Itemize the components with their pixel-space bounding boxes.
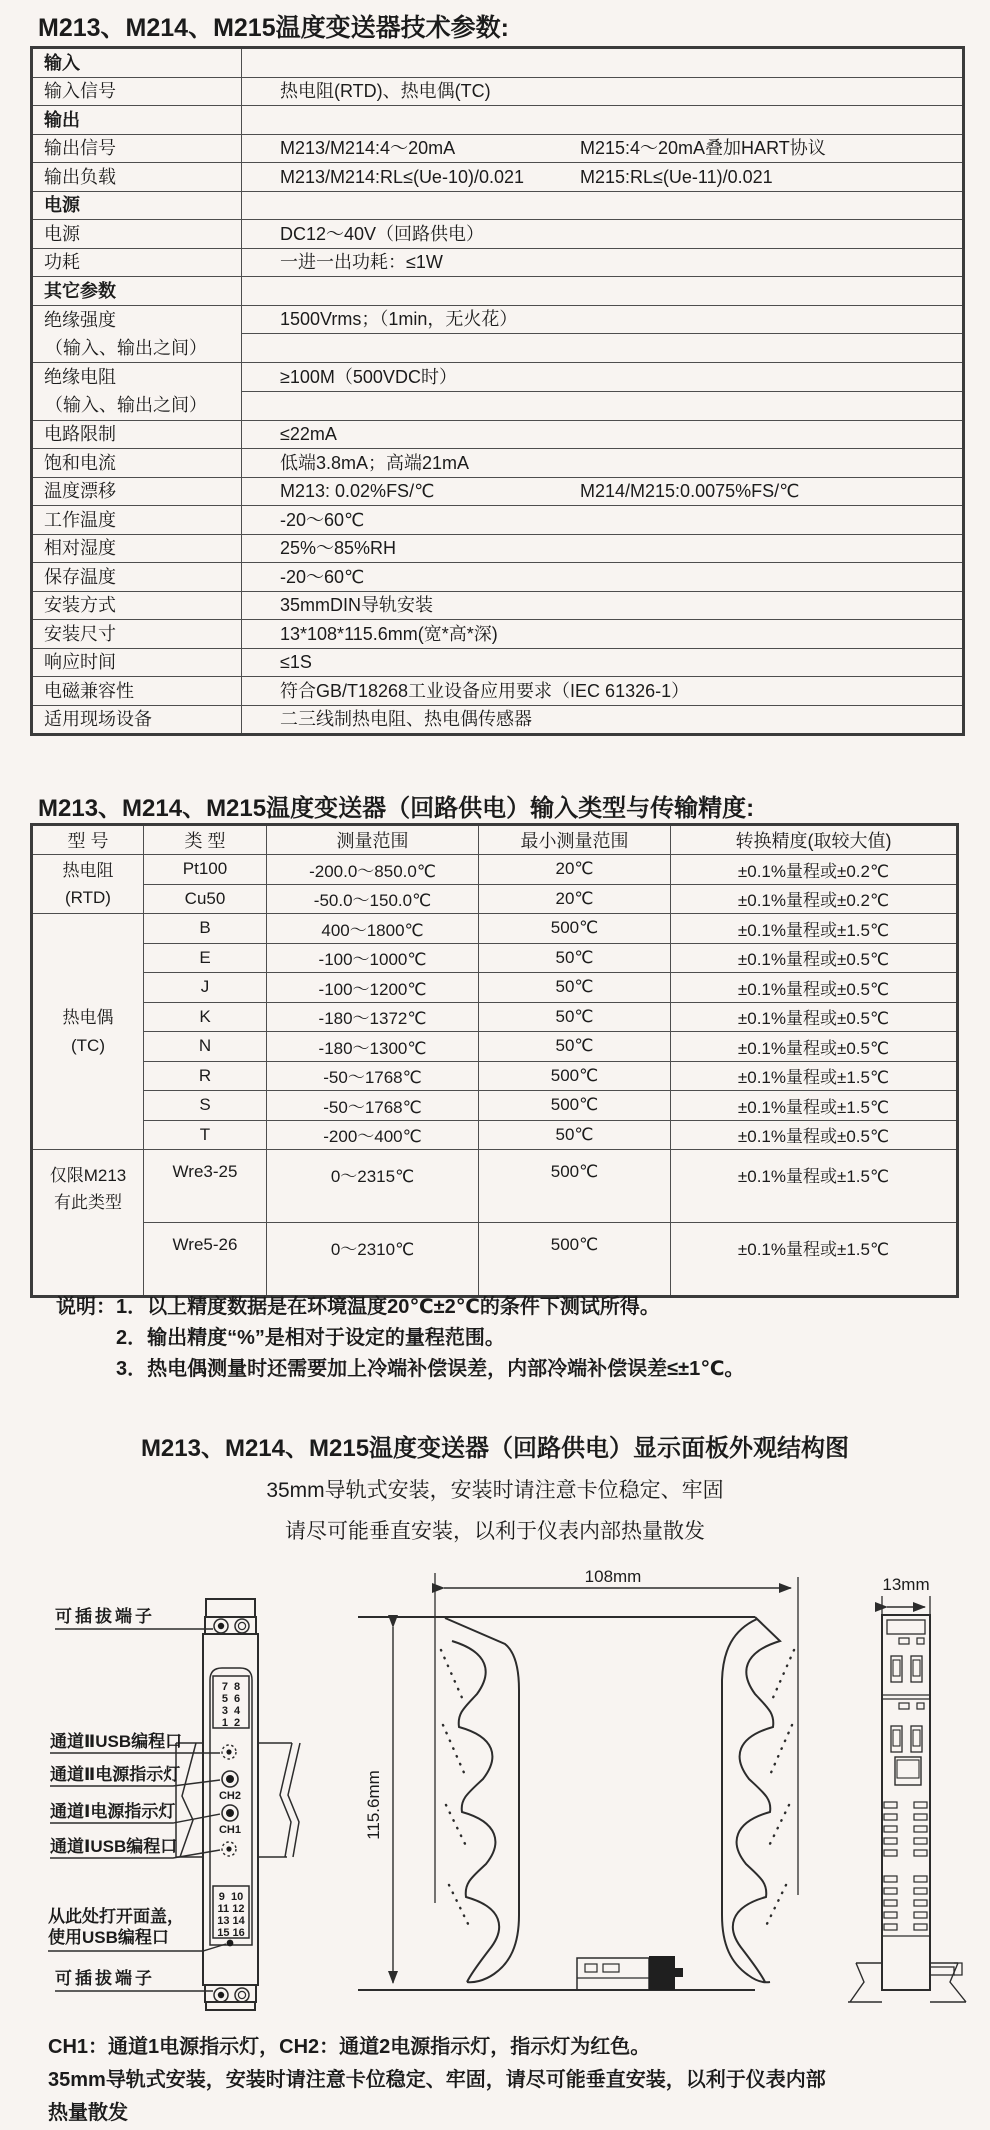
table-row	[32, 677, 964, 706]
table-row	[32, 914, 958, 944]
table-row	[32, 420, 964, 449]
spec-value-cell	[242, 334, 964, 363]
transmitter-end-view	[848, 1575, 966, 2002]
callout-ch2-usb-port: 通道ⅡUSB编程口	[50, 1732, 183, 1751]
spec-value-cell	[242, 106, 964, 135]
table-row	[32, 477, 964, 506]
terminal-numbers: 1 2	[221, 1717, 241, 1729]
model-cell: 仅限M213 有此类型	[32, 1150, 144, 1297]
note-line: 2．输出精度“%”是相对于设定的量程范围。	[116, 1327, 505, 1349]
note-line: 3．热电偶测量时还需要加上冷端补偿误差，内部冷端补偿误差≤±1℃。	[116, 1358, 745, 1380]
io-cell: ±0.1%量程或±1.5℃	[671, 1150, 958, 1223]
io-cell: -200.0～850.0℃	[267, 855, 479, 885]
io-cell: 20℃	[479, 884, 671, 914]
height-dimension-label: 115.6mm	[364, 1770, 383, 1840]
spec-value-cell: -20～60℃	[242, 506, 964, 535]
mounting-note-line1: 35mm导轨式安装，安装时请注意卡位稳定、牢固	[266, 1479, 724, 1502]
spec-value-cell: DC12～40V（回路供电）	[242, 220, 964, 249]
mounting-note-line2: 请尽可能垂直安装，以利于仪表内部热量散发	[285, 1520, 705, 1543]
callout-labels	[48, 1606, 226, 1991]
io-cell: -50～1768℃	[267, 1091, 479, 1121]
spec-value-cell: -20～60℃	[242, 563, 964, 592]
callout-pluggable-terminal-bottom: 可插拔端子	[55, 1969, 155, 1988]
spec-value-cell: 35mmDIN导轨安装	[242, 591, 964, 620]
spec-label-cell: 工作温度	[32, 506, 242, 535]
spec-label-cell: 输入信号	[32, 77, 242, 106]
table-row	[32, 363, 964, 392]
spec-value-cell: 13*108*115.6mm(宽*高*深)	[242, 620, 964, 649]
table-row	[32, 1120, 958, 1150]
io-cell: -100～1200℃	[267, 973, 479, 1003]
spec-value-cell	[242, 391, 964, 420]
terminal-numbers: 3 4	[221, 1705, 241, 1717]
io-cell: ±0.1%量程或±0.2℃	[671, 884, 958, 914]
spec-value-cell: M213/M214:RL≤(Ue-10)/0.021 M215:RL≤(Ue-11)/0.021	[242, 163, 964, 192]
vent-dots	[764, 1650, 794, 1930]
led-ch2-label: CH2	[218, 1790, 242, 1802]
table-row	[32, 563, 964, 592]
spec-value-cell	[242, 48, 964, 78]
table-row	[32, 48, 964, 78]
depth-dimension-label: 13mm	[882, 1575, 930, 1594]
table-row	[32, 305, 964, 334]
page-title: M213、M214、M215温度变送器技术参数:	[38, 14, 509, 42]
spec-label-cell: 输出	[32, 106, 242, 135]
table-row	[32, 163, 964, 192]
io-cell: Pt100	[144, 855, 267, 885]
rail-clip-side-view	[577, 1956, 683, 1990]
table-row	[32, 884, 958, 914]
io-cell: 500℃	[479, 914, 671, 944]
callout-pluggable-terminal-top: 可插拔端子	[55, 1607, 155, 1626]
spec-label-cell: 响应时间	[32, 648, 242, 677]
width-dimension-label: 108mm	[584, 1567, 642, 1586]
io-cell: ±0.1%量程或±0.5℃	[671, 973, 958, 1003]
spec-label-cell: 电路限制	[32, 420, 242, 449]
table-row	[32, 973, 958, 1003]
spec-label-cell: 安装尺寸	[32, 620, 242, 649]
terminal-screw	[235, 1988, 249, 2002]
table-row	[32, 191, 964, 220]
spec-label-cell: 安装方式	[32, 591, 242, 620]
spec-value-cell: M213/M214:4～20mA M215:4～20mA叠加HART协议	[242, 134, 964, 163]
io-cell: ±0.1%量程或±0.5℃	[671, 1120, 958, 1150]
io-cell: -50.0～150.0℃	[267, 884, 479, 914]
io-cell: 0～2315℃	[267, 1150, 479, 1223]
table-row	[32, 648, 964, 677]
io-cell: 50℃	[479, 1120, 671, 1150]
terminal-numbers: 9 10	[218, 1891, 244, 1903]
spec-label-cell: 电磁兼容性	[32, 677, 242, 706]
callout-open-cover-line1: 从此处打开面盖，	[48, 1907, 184, 1926]
callout-ch1-usb-port: 通道ⅠUSB编程口	[50, 1837, 178, 1856]
io-cell: Cu50	[144, 884, 267, 914]
column-header: 测量范围	[267, 825, 479, 855]
table-row	[32, 1223, 958, 1297]
io-cell: 500℃	[479, 1150, 671, 1223]
column-header: 转换精度(取较大值)	[671, 825, 958, 855]
notes-block	[56, 1292, 744, 1385]
vent-slots	[884, 1802, 927, 1930]
io-cell: T	[144, 1120, 267, 1150]
callout-ch1-power-led: 通道Ⅰ电源指示灯	[50, 1802, 176, 1821]
io-table-body	[32, 855, 958, 1297]
io-cell: -200～400℃	[267, 1120, 479, 1150]
spec-value-cell: 25%～85%RH	[242, 534, 964, 563]
io-cell: N	[144, 1032, 267, 1062]
column-header: 最小测量范围	[479, 825, 671, 855]
spec-table	[30, 46, 965, 736]
io-cell: ±0.1%量程或±0.5℃	[671, 1032, 958, 1062]
io-cell: ±0.1%量程或±1.5℃	[671, 914, 958, 944]
io-cell: K	[144, 1002, 267, 1032]
io-cell: -180～1372℃	[267, 1002, 479, 1032]
spec-value-cell	[242, 191, 964, 220]
table-row	[32, 1150, 958, 1223]
spec-label-cell: 输出负载	[32, 163, 242, 192]
io-cell: 0～2310℃	[267, 1223, 479, 1297]
table-row	[32, 705, 964, 735]
io-cell: Wre5-26	[144, 1223, 267, 1297]
io-cell: 20℃	[479, 855, 671, 885]
spec-value-cell: ≥100M（500VDC时）	[242, 363, 964, 392]
terminal-numbers: 13 14	[217, 1915, 245, 1927]
table-row	[32, 506, 964, 535]
table-row	[32, 77, 964, 106]
io-cell: 500℃	[479, 1223, 671, 1297]
spec-table-body	[32, 48, 964, 735]
table-row	[32, 1002, 958, 1032]
io-cell: ±0.1%量程或±0.5℃	[671, 943, 958, 973]
table-row	[32, 534, 964, 563]
spec-label-cell: 相对湿度	[32, 534, 242, 563]
spec-label-cell: 输入	[32, 48, 242, 78]
terminal-numbers: 15 16	[217, 1927, 245, 1939]
model-cell: 热电阻 (RTD)	[32, 855, 144, 914]
spec-value-cell: ≤1S	[242, 648, 964, 677]
terminal-screw	[235, 1619, 249, 1633]
io-section-title: M213、M214、M215温度变送器（回路供电）输入类型与传输精度:	[38, 795, 755, 822]
spec-value-cell	[242, 277, 964, 306]
spec-value-cell: 符合GB/T18268工业设备应用要求（IEC 61326-1）	[242, 677, 964, 706]
spec-value-cell: 二三线制热电阻、热电偶传感器	[242, 705, 964, 735]
io-cell: 500℃	[479, 1091, 671, 1121]
spec-label-cell: 其它参数	[32, 277, 242, 306]
spec-value-cell: 热电阻(RTD)、热电偶(TC)	[242, 77, 964, 106]
spec-label-cell: 保存温度	[32, 563, 242, 592]
io-cell: R	[144, 1061, 267, 1091]
spec-label-cell: 电源	[32, 191, 242, 220]
model-cell: 热电偶 (TC)	[32, 914, 144, 1150]
io-cell: E	[144, 943, 267, 973]
column-header: 类 型	[144, 825, 267, 855]
spec-value-cell: 1500Vrms；（1min，无火花）	[242, 305, 964, 334]
outline-section-title: M213、M214、M215温度变送器（回路供电）显示面板外观结构图	[140, 1435, 850, 1462]
spec-value-cell: 一进一出功耗：≤1W	[242, 248, 964, 277]
spec-label-cell: 输出信号	[32, 134, 242, 163]
io-table-header-row	[32, 825, 958, 855]
io-cell: 50℃	[479, 1032, 671, 1062]
io-cell: ±0.1%量程或±0.5℃	[671, 1002, 958, 1032]
io-cell: 400～1800℃	[267, 914, 479, 944]
rail-cross-section	[848, 1963, 966, 2002]
io-cell: -100～1000℃	[267, 943, 479, 973]
spec-label-cell: 饱和电流	[32, 449, 242, 478]
terminal-numbers: 11 12	[217, 1903, 245, 1915]
spec-label-cell: 功耗	[32, 248, 242, 277]
led-ch1-label: CH1	[218, 1824, 242, 1836]
table-row	[32, 248, 964, 277]
table-row	[32, 855, 958, 885]
callout-ch2-power-led: 通道Ⅱ电源指示灯	[50, 1765, 181, 1784]
io-cell: 50℃	[479, 973, 671, 1003]
spec-value-cell: ≤22mA	[242, 420, 964, 449]
io-cell: -180～1300℃	[267, 1032, 479, 1062]
terminal-numbers: 7 8	[221, 1681, 241, 1693]
io-table	[30, 823, 959, 1298]
table-row	[32, 620, 964, 649]
table-row	[32, 277, 964, 306]
spec-label-cell: 绝缘强度 （输入、输出之间）	[32, 305, 242, 363]
spec-label-cell: 适用现场设备	[32, 705, 242, 735]
table-row	[32, 449, 964, 478]
table-row	[32, 591, 964, 620]
table-row	[32, 106, 964, 135]
table-row	[32, 1091, 958, 1121]
table-row	[32, 1032, 958, 1062]
io-cell: ±0.1%量程或±0.2℃	[671, 855, 958, 885]
footer-notes	[48, 2031, 826, 2130]
io-cell: -50～1768℃	[267, 1061, 479, 1091]
io-cell: S	[144, 1091, 267, 1121]
io-cell: J	[144, 973, 267, 1003]
spec-label-cell: 电源	[32, 220, 242, 249]
table-row	[32, 134, 964, 163]
io-cell: 50℃	[479, 943, 671, 973]
io-cell: ±0.1%量程或±1.5℃	[671, 1061, 958, 1091]
table-row	[32, 1061, 958, 1091]
spec-value-cell: M213: 0.02%FS/℃ M214/M215:0.0075%FS/℃	[242, 477, 964, 506]
io-cell: B	[144, 914, 267, 944]
transmitter-side-view	[358, 1567, 798, 1990]
io-cell: ±0.1%量程或±1.5℃	[671, 1091, 958, 1121]
footer-line: 35mm导轨式安装，安装时请注意卡位稳定、牢固，请尽可能垂直安装，以利于仪表内部	[48, 2069, 826, 2091]
spec-label-cell: 温度漂移	[32, 477, 242, 506]
table-row	[32, 220, 964, 249]
io-cell: ±0.1%量程或±1.5℃	[671, 1223, 958, 1297]
spec-label-cell: 绝缘电阻 （输入、输出之间）	[32, 363, 242, 421]
spec-value-cell: 低端3.8mA；高端21mA	[242, 449, 964, 478]
column-header: 型 号	[32, 825, 144, 855]
terminal-numbers: 5 6	[221, 1693, 241, 1705]
cover-open-notch	[227, 1940, 234, 1947]
footer-line: CH1：通道1电源指示灯，CH2：通道2电源指示灯，指示灯为红色。	[48, 2036, 651, 2058]
table-row	[32, 943, 958, 973]
io-cell: 50℃	[479, 1002, 671, 1032]
note-line: 说明：1．以上精度数据是在环境温度20℃±2℃的条件下测试所得。	[56, 1296, 660, 1318]
callout-open-cover-line2: 使用USB编程口	[48, 1928, 169, 1947]
footer-line: 热量散发	[48, 2102, 128, 2124]
io-cell: Wre3-25	[144, 1150, 267, 1223]
io-cell: 500℃	[479, 1061, 671, 1091]
outline-structure-diagram	[0, 1552, 990, 2018]
